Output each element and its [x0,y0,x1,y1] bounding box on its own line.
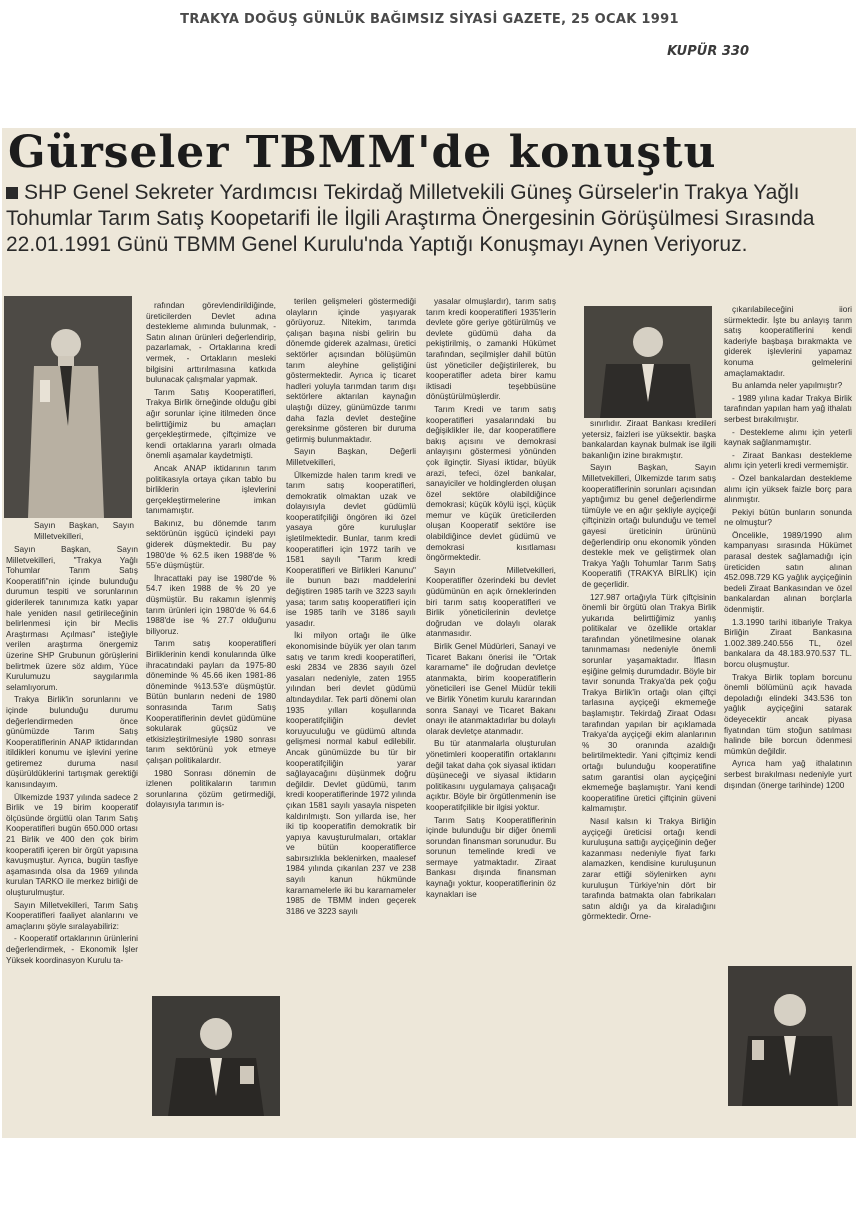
column-2-paragraph: Ancak ANAP iktidarının tarım politikasıyla ortaya çıkan tablo bu birliklerin işlevlerini gerçekleştirmelerine imkan tanımamıştır. [146,462,276,516]
column-5-paragraph: 127.987 ortağıyla Türk çiftçisinin önemli bir örgütü olan Trakya Birlik yukarıda belirttiğimiz yanlış politikalar ve özellikle ortaklar tarafından yönetilmesine olanak tanınmaması nedeniyle önemli sorunlar yaşamaktadır. İflasın eşiğine gelmiş durumdadır. Böyle bir tavır sonunda Trakya'da pek çoğu Trakya Birlik'in ortağı olan çiftçi tarlasına ayçiçeği ekmemeğe başlamıştır. Tekirdağ Ziraat Odası tarafından yapılan bir açıklamada Trakya'da ayçiçeği ekim alanlarının % 30 oranında azaldığı belirtilmektedir. Yani çiftçimiz kendi ortağı bulunduğu kooperatifine satım garantisi olan ayçiçeğini ekmemeğe başlamıştır. Yani kendi kooperatifine üretici çiftçinin güveni kalmamıştır. [582,591,716,814]
bullet-square-icon [6,187,18,199]
column-6-paragraph: 1.3.1990 tarihi itibariyle Trakya Birliğin Ziraat Bankasına 1.002.389.240.556 TL, özel bankalara da 48.183.970.537 TL. borcu oluşmuştur. [724,616,852,669]
column-2-paragraph: İhracattaki pay ise 1980'de % 54.7 iken 1988 de % 20 ye düşmüştür. Bu rakamın işlenmiş tarım ürünleri için 1980'de % 64.6 1988'de ise % 27.7 olduğunu biliyoruz. [146,572,276,636]
column-6-paragraph: - Destekleme alımı için yeterli kaynak sağlanmamıştır. [724,426,852,448]
column-1-paragraph: Ülkemizde 1937 yılında sadece 2 Birlik ve 19 birim kooperatif ölçüsünde örgütlü olan Tarım Satış Kooperatifleri bugün 650.000 ortası 21 Birlik ve 400 den çok birim kooperatifi içeren bir örgüt yapısına kavuşmuştur. Ayrıca, bugün tasfiye aşamasında olsa da 1969 yılında kurulan TARKO ile merkez birliği de oluşturulmuştur. [6,791,138,897]
column-2-paragraph: Bakınız, bu dönemde tarım sektörünün işgücü içindeki payı giderek düşmektedir. Bu pay 1980'de % 62.5 iken 1988'de % 55'e düşmüştür. [146,517,276,571]
column-3-paragraph: Sayın Başkan, Değerli Milletvekilleri, [286,446,416,467]
column-4-paragraph: Tarım Satış Kooperatiflerinin içinde bulunduğu bir diğer önemli sorundan finansman sorunudur. Bu sorunun temelinde kredi ve sermaye yatmaktadır. Ziraat Bankası dışında finansman kaynağı yoktur, kooperatiflerinin öz kaynakları ise [426,814,556,899]
column-5-paragraph: sınırlıdır. Ziraat Bankası kredileri yetersiz, faizleri ise yüksektir. başka bankalardan kaynak bulmak ise ilgili bakanlığın izine bırakmıştır. [582,418,716,460]
column-6-paragraph: Trakya Birlik toplam borcunu önemli bölümünü açık havada depoladığı elindeki 343.536 ton yağlık ayçiçeğini satarak ödeyecektir ancak piyasa fiyatından tüm stoğun satılması halinde bile borcun ödenmesi mümkün değildir. [724,671,852,756]
photo-caption: Sayın Başkan, Sayın Milletvekilleri, [34,520,134,541]
column-1-paragraph: - Kooperatif ortaklarının ürünlerini değerlendirmek, - Ekonomik İşler Yüksek koordinasyon Kurulu ta- [6,933,138,965]
column-1-paragraph: Sayın Milletvekilleri, Tarım Satış Kooperatifleri faaliyet alanlarını ve amaçlarını şöyle sıralayabiliriz: [6,899,138,931]
column-4-paragraph: Bu tür atanmalarla oluşturulan yönetimleri kooperatifin ortaklarını değil takat daha çok siyasal iktidarı düşüneceği ve siyasal iktidarın politikasını uygulamaya çalışacağı açıktır. Böyle bir örgütlenmenin ise kooperatifçilikle bir ilgisi yoktur. [426,738,556,812]
column-1-paragraph: Sayın Başkan, Sayın Milletvekilleri, "Trakya Yağlı Tohumlar Tarım Satış Kooperatifi"nin içinde bulunduğu durumun tespiti ve sorunlarının giderilerek tanınımıza katkı yapar hale yeniden nasıl getirileceğinin belirlenmesi için bir Meclis Araştırması Açılması" isteğiyle verilen araştırma önergemiz üzerine SHP Grubunun görüşlerini belirtmek üzere söz aldım, Yüce Kurulumuzu saygılarımla selamlıyorum. [6,544,138,692]
photo-speaker-3 [584,306,712,418]
column-4-paragraph: Tarım Kredi ve tarım satış kooperatifleri yasalarındaki bu değişiklikler ile, dar kooperatiflere bakış açısını ve demokrasi anlayışını göstermesi yönünden çok ilginçtir. Siyasi iktidar, büyük arazi, tefeci, özel bankalar, sanayiciler ve holdinglerden oluşan özel sektöre olabildiğince demokrasi; küçük köylü işçi, küçük memur ve küçük üreticilerden oluşan Kooperatif sektöre ise olabildiğince devlet güdümü ve demokrasi kısıtlaması öngörmektedir. [426,403,556,563]
column-5-paragraph: Nasıl kalsın ki Trakya Birliğin ayçiçeği üreticisi ortağı kendi kuruluşuna sattığı ayçiçeğinin değer kazanması nedeniyle fiyat farkı alamazken, kendisine kuruluşunun zarar ettiği söylenirken aynı kuruluşun Türkiye'nin dört bir tarafında batmakta olan fabrikaları satın aldığı ya da kiraladığını görmektedir. Örne- [582,815,716,922]
column-2-paragraph: rafından görevlendirildiğinde, üreticilerden Devlet adına destekleme alımında bulunmak, - Satın alınan ürünleri değerlendirip, pazarlamak, - Ortaklarına kredi vermek, - Ortakların mesleki bilgisini arttırılmasına katkıda bulunacak çalışmalar yapmak. [146,300,276,385]
column-6-paragraph: Pekiyi bütün bunların sonunda ne olmuştur? [724,506,852,528]
newspaper-clipping [2,128,856,1138]
column-3 [286,296,416,1131]
column-1 [6,544,138,1129]
column-6 [724,304,852,952]
column-4-paragraph: yasalar olmuşlardır), tarım satış tarım kredi kooperatifleri 1935'lerin devlete göre geriye götürülmüş ve devlete güdümü daha da pekiştirilmiş, o zamanki Hükümet tarafından, seçilmişler dahil bütün üst yöneticiler değiştirilerek, bu kooperatifler adeta birer kamu iktisadi teşebbüsüne dönüştürülmüşlerdir. [426,296,556,402]
photo-speaker-1 [4,296,132,518]
column-3-paragraph: Ülkemizde halen tarım kredi ve tarım satış kooperatifleri, demokratik olmaktan uzak ve dolayısıyla devlet güdümlü kooperatifçiliği öngören iki özel yasaya göre kuruluşlar işletilmektedir. Bunlar, tarım kredi kooperatifleri için 1972 tarih ve 1581 sayılı "Tarım kredi Kooperatifleri ve Birlikleri Kanunu" ile bunun bazı maddelerini değiştiren 1985 tarih ve 3223 sayılı yasa; tarım satış kooperatifleri için ise 1985 tarih ve 3186 sayılı yasadır. [286,469,416,628]
column-6-paragraph: Öncelikle, 1989/1990 alım kampanyası sırasında Hükümet parasal destek sağlamadığı için üreticiden satın alınan 452.098.729 KG yağlık ayçiçeğinin bedeli Ziraat Bankasından ve özel bankalardan alınan borçlarla ödenmiştir. [724,529,852,615]
column-6-paragraph: - Ziraat Bankası destekleme alımı için yeterli kredi vermemiştir. [724,449,852,471]
column-2 [146,300,276,990]
column-1-paragraph: Trakya Birlik'in sorunlarını ve içinde bulunduğu durumu değerlendirmeden önce günümüzde Tarım Satış Kooperatiflerinin ANAP iktidarından itildikleri konumu ve işlevini yerine getiremez duruma nasıl düşürüldüklerini tartışmak gerektiği kanısındayım. [6,694,138,790]
column-2-paragraph: Tarım satış kooperatifleri Birliklerinin kendi konularında ülke ihracatındaki payları da 1975-80 döneminde % 45.66 iken 1981-86 döneminde %13.53'e düşmüştür. Bütün bunların nedeni de 1980 sonrasında Tarım Satış Kooperatiflerinin devlet güdümüne sokularak güçsüz ve etkisizleştirilmesiyle 1980 sonrası tarım sektörünü yok etmeye çalışan politikalardır. [146,638,276,765]
column-3-paragraph: terilen gelişmeleri göstermediği olayların içinde yaşıyarak görüyoruz. Nitekim, tarımda çalışan başına nisbi gelirin bu dönemde giderek azalması, üretici sektörler açısından bölüşümün tarım aleyhine geliştiğini göstermektedir. Ayrıca iç ticaret hadleri yoluyla tarımdan tarım dışı sektörlere aktarılan kaynağın ulaştığı düzey, günümüzde tarımı daha fazla devlet desteğine gereksinme gösteren bir duruma getirmiş bulunmaktadır. [286,296,416,444]
column-4-paragraph: Sayın Milletvekilleri, Kooperatifler özerindeki bu devlet güdümünün en açık örneklerinden biri tarım satış kooperatifleri ve Birlik yöneticilerinin devletçe doğrudan ve dolaylı olarak atanmasıdır. [426,564,556,639]
newspaper-header: TRAKYA DOĞUŞ GÜNLÜK BAĞIMSIZ SİYASİ GAZETE, 25 OCAK 1991 [180,12,679,27]
column-6-paragraph: Ayrıca ham yağ ithalatının serbest bırakılması nedeniyle yurt dışından (önerge tarihinde) 1200 [724,758,852,790]
column-2-paragraph: 1980 Sonrası dönemin de izlenen politikaların tarımın sorunlarına çözüm getirmediği, dolayısıyla tarımın is- [146,767,276,810]
subheadline-text: SHP Genel Sekreter Yardımcısı Tekirdağ Milletvekili Güneş Gürseler'in Trakya Yağlı Tohumlar Tarım Satış Koopetarifi İle İlgili Araştırma Önergesinin Görüşülmesi Sırasında 22.01.1991 Günü TBMM Genel Kurulu'nda Yaptığı Konuşmayı Aynen Veriyoruz. [6,181,815,256]
column-5 [582,418,716,1133]
column-6-paragraph: - Özel bankalardan destekleme alımı için yüksek faizle borç para alınmıştır. [724,472,852,505]
column-4-paragraph: Birlik Genel Müdürleri, Sanayi ve Ticaret Bakanı önerisi ile "Ortak kararname" ile doğrudan devletçe atanmakta, birim kooperatiflerin yöneticileri ise Genel Müdür tekili ve Birlik Yönetim kurulu kararından sonra Sanayi ve Ticaret Bakanı onayı ile atanmaktadırlar bu dolaylı olarak devletçe atanmadır. [426,641,556,736]
column-6-paragraph: - 1989 yılına kadar Trakya Birlik tarafından yapılan ham yağ ithalatı serbest bırakılmıştır. [724,392,852,424]
column-5-paragraph: Sayın Başkan, Sayın Milletvekilleri, Ülkemizde tarım satış kooperatiflerinin sorunları açısından yaptığımız bu genel değerlendirme tümüyle ve en ağır şekliyle ayçiçeği çiftçinizin ortağı bulunduğu ve temel gayesi üreticinin ürününü değerlendirip onu ekonomik yönden destekle mek ve geliştirmek olan Trakya Yağlı Tohumlar Tarım Satış Kooperatifi (TRAKYA BİRLİK) için de geçerlidir. [582,462,716,589]
article-headline: Gürseler TBMM'de konuştu [8,128,717,178]
column-6-paragraph: çıkarılabileceğini iiori sürmektedir. İşte bu anlayış tarım satış kooperatiflerini kendi kaderiyle başbaşa bırakmakta ve giderek işlevlerini yapamaz konuma gelmelerini amaçlamaktadır. [724,304,852,378]
clip-number: KUPÜR 330 [667,44,749,59]
column-6-paragraph: Bu anlamda neler yapılmıştır? [732,380,843,391]
photo-speaker-2 [152,996,280,1116]
column-2-paragraph: Tarım Satış Kooperatifleri, Trakya Birlik örneğinde olduğu gibi ağır sorunlar içine itilmeden önce belirttiğimiz bu amaçları gerçekleştirmede, çiftçimize ve kendi ortaklarına yararlı olmada önemli aşamalar kaydetmişti. [146,386,276,461]
article-subheadline [6,180,850,288]
photo-speaker-4 [728,966,852,1106]
column-3-paragraph: İki milyon ortağı ile ülke ekonomisinde büyük yer olan tarım satış ve tarım kredi kooperatifleri, eski 2834 ve 2836 sayılı özel yasaları nedeniyle, zaten 1955 yılından beri devlet güdümü altındaydılar. Tek parti dönemi olan 1935 yılları koşullarında kooperatifçiliğin devlet koruyuculuğu ve güdümü altında gelişmesi normal kabul edilebilir. Ancak günümüzde bu tür bir kooperatifçiliğin yarar sağlayacağını düşünmek doğru değildir. Devlet güdümü, tarım kredi kooperatiflerinde 1972 yılında çıkan 1581 sayılı yasayla nispeten kaldırılmıştı. Son yıllarda ise, her iki tip kooperatifin demokratik bir yapıya kavuşturulmaları, ortaklar ve bütün kooperatiflerce sabırsızlıkla beklenirken, maalesef 1984 yılında çıkarılan 237 ve 238 sayılı kanun hükmünde kararnamelerle iki bu kararnameler 1985 de TBMM inden geçerek 3186 ve 3223 sayılı [286,630,416,916]
column-4 [426,296,556,1131]
